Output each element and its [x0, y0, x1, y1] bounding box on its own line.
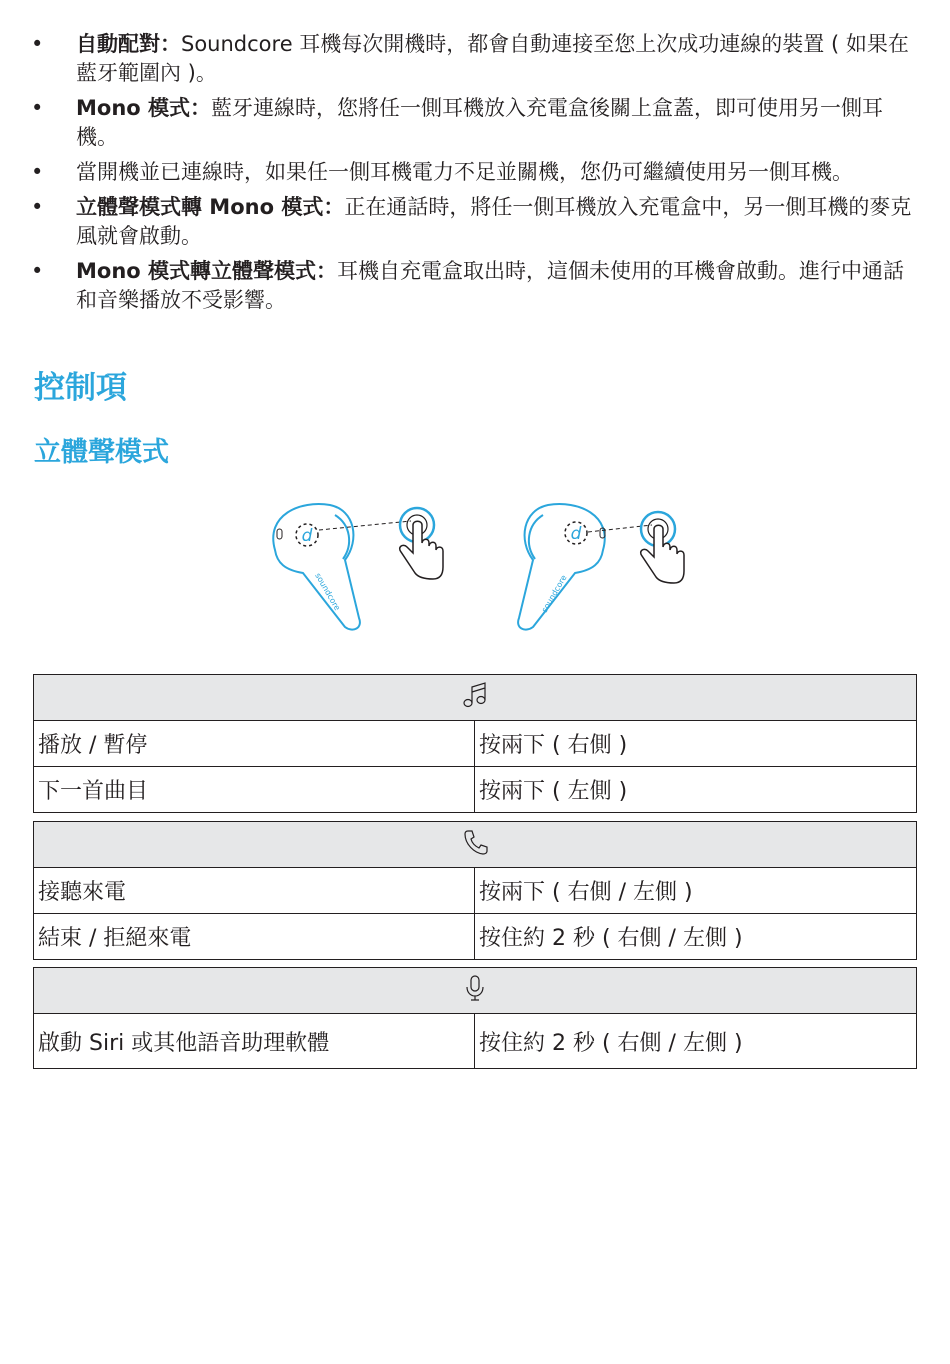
- bullet-auto-pairing: [0, 30, 950, 88]
- action-cell: 下一首曲目: [34, 767, 475, 813]
- svg-text:d: d: [301, 526, 313, 546]
- bullet-stereo-to-mono: [0, 193, 950, 251]
- bullet-title: Mono 模式：: [76, 96, 212, 120]
- music-note-icon: [462, 681, 488, 709]
- bullet-text: 正在通話時，將任一側耳機放入充電盒中，另一側耳機的麥克風就會啟動。: [76, 195, 912, 248]
- left-earbud-illustration: [273, 504, 443, 630]
- action-cell: 接聽來電: [34, 868, 475, 914]
- operation-cell: 按住約 2 秒 ( 右側 / 左側 ): [475, 914, 917, 960]
- table-row: [34, 721, 917, 767]
- table-row: [34, 868, 917, 914]
- operation-cell: 按兩下 ( 右側 ): [475, 721, 917, 767]
- brand-text: soundcore: [539, 573, 569, 614]
- bullet-mono-to-stereo: [0, 257, 950, 315]
- subsection-title-stereo: 立體聲模式: [34, 437, 169, 468]
- action-cell: 播放 / 暫停: [34, 721, 475, 767]
- operation-cell: 按兩下 ( 右側 / 左側 ): [475, 868, 917, 914]
- bullet-dot: •: [31, 160, 44, 184]
- bullet-text: 當開機並已連線時，如果任一側耳機電力不足並關機，您仍可繼續使用另一側耳機。: [76, 160, 853, 184]
- earbud-tap-illustration: [255, 495, 695, 640]
- table-header-row: [34, 822, 917, 868]
- call-controls-table: [33, 821, 917, 960]
- bullet-dot: •: [31, 32, 44, 56]
- bullet-title: 立體聲模式轉 Mono 模式：: [76, 195, 345, 219]
- bullet-text: 藍牙連線時，您將任一側耳機放入充電盒後關上盒蓋，即可使用另一側耳機。: [76, 96, 884, 149]
- action-cell: 啟動 Siri 或其他語音助理軟體: [34, 1014, 475, 1069]
- table-row: [34, 1014, 917, 1069]
- operation-cell: 按兩下 ( 左側 ): [475, 767, 917, 813]
- table-row: [34, 914, 917, 960]
- table-header-row: [34, 675, 917, 721]
- bullet-dot: •: [31, 195, 44, 219]
- bullet-dot: •: [31, 96, 44, 120]
- bullet-title: 自動配對：: [76, 32, 181, 56]
- phone-icon: [462, 828, 488, 856]
- table-row: [34, 767, 917, 813]
- bullet-title: Mono 模式轉立體聲模式：: [76, 259, 338, 283]
- feature-bullet-list: [0, 30, 950, 321]
- table-header-cell: [34, 822, 917, 868]
- microphone-icon: [462, 974, 488, 1002]
- table-header-row: [34, 968, 917, 1014]
- table-header-cell: [34, 675, 917, 721]
- music-controls-table: [33, 674, 917, 813]
- table-header-cell: [34, 968, 917, 1014]
- action-cell: 結束 / 拒絕來電: [34, 914, 475, 960]
- bullet-text: 耳機自充電盒取出時，這個未使用的耳機會啟動。進行中通話和音樂播放不受影響。: [76, 259, 905, 312]
- section-title-controls: 控制項: [34, 370, 127, 406]
- right-earbud-illustration: [518, 504, 684, 630]
- operation-cell: 按住約 2 秒 ( 右側 / 左側 ): [475, 1014, 917, 1069]
- bullet-low-battery: [0, 158, 950, 187]
- voice-assistant-table: [33, 967, 917, 1069]
- bullet-mono-mode: [0, 94, 950, 152]
- svg-text:d: d: [570, 524, 582, 544]
- bullet-dot: •: [31, 259, 44, 283]
- brand-text: soundcore: [313, 571, 342, 613]
- bullet-text: Soundcore 耳機每次開機時，都會自動連接至您上次成功連線的裝置 ( 如果在藍牙範圍內 )。: [76, 32, 909, 85]
